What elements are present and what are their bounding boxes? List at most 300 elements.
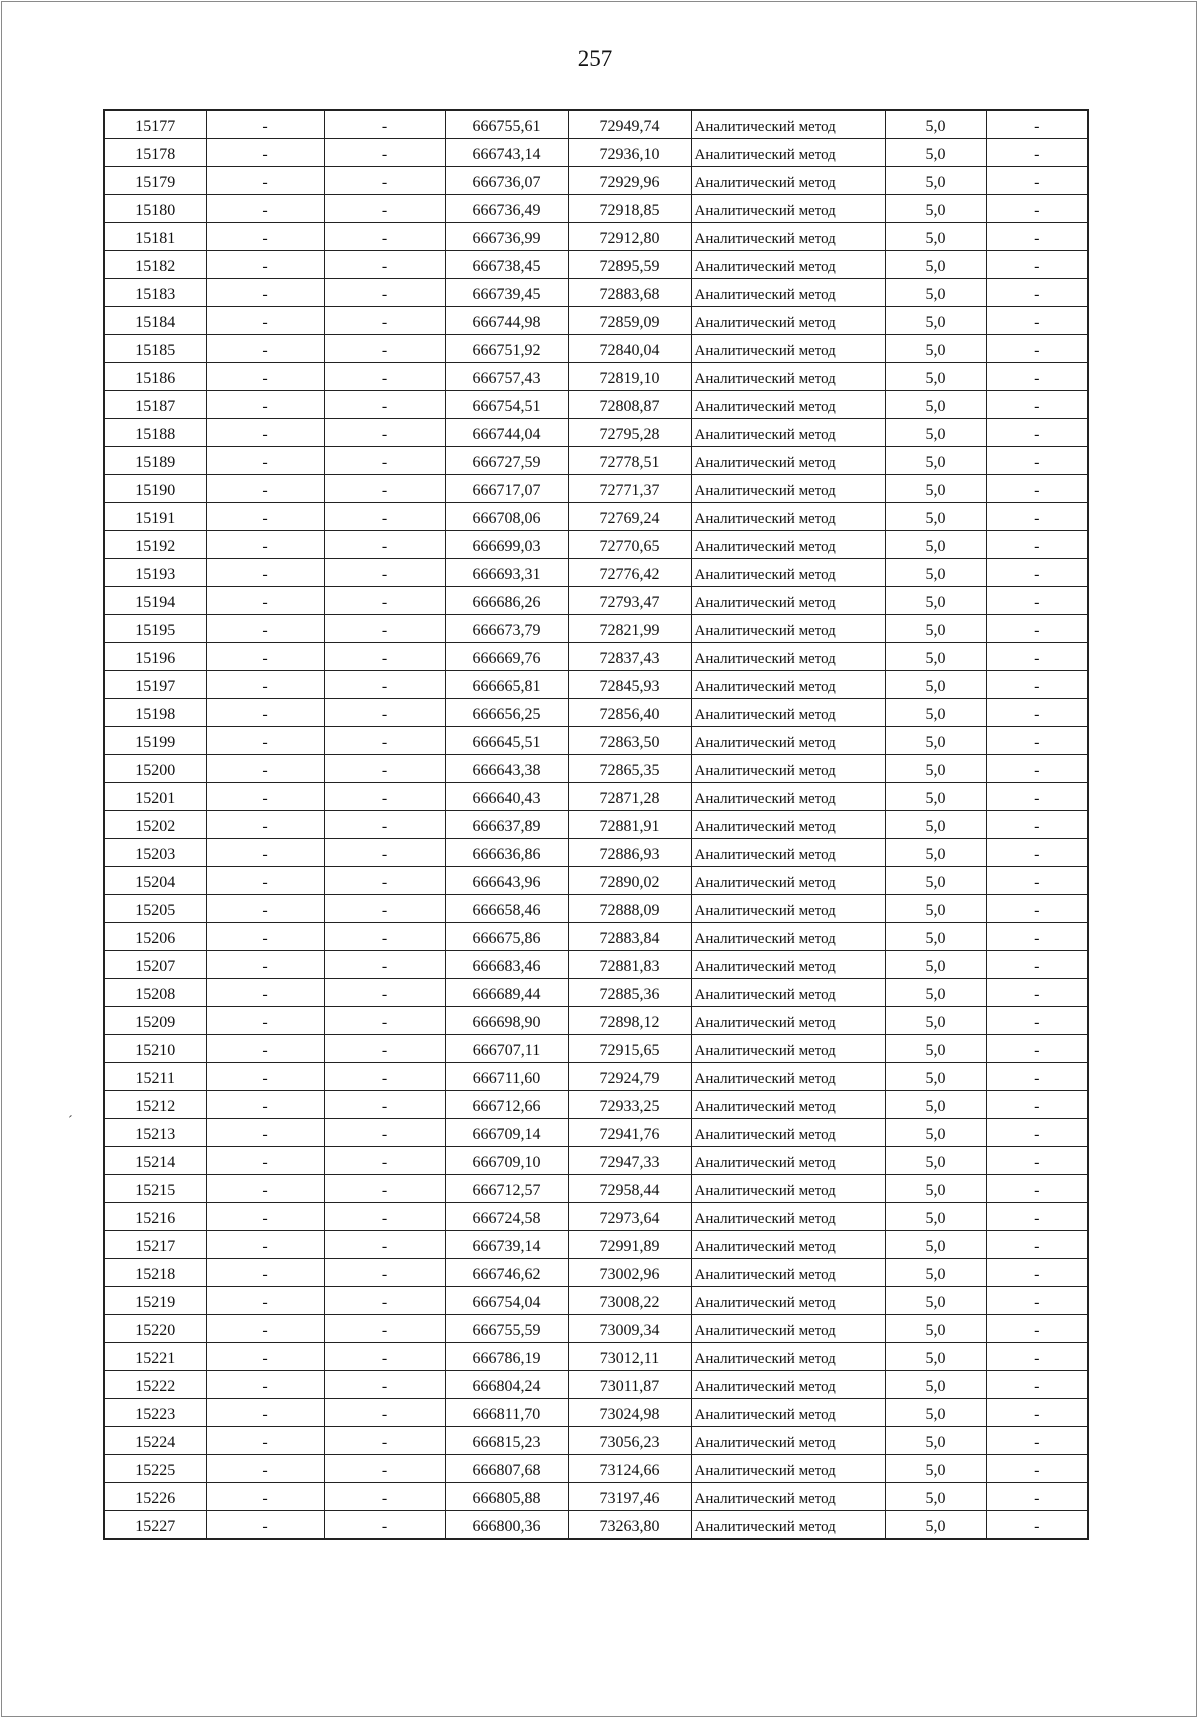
table-row bbox=[104, 671, 1088, 699]
blank-cell: - bbox=[986, 110, 1088, 139]
table-row bbox=[104, 979, 1088, 1007]
x-coordinate-cell: 666736,07 bbox=[445, 167, 568, 195]
accuracy-cell: 5,0 bbox=[885, 979, 986, 1007]
blank-cell: - bbox=[206, 1119, 324, 1147]
accuracy-cell: 5,0 bbox=[885, 1203, 986, 1231]
method-cell: Аналитический метод bbox=[691, 839, 885, 867]
table-row bbox=[104, 1371, 1088, 1399]
accuracy-cell: 5,0 bbox=[885, 699, 986, 727]
y-coordinate-cell: 72885,36 bbox=[568, 979, 691, 1007]
accuracy-cell: 5,0 bbox=[885, 1427, 986, 1455]
point-number-cell: 15182 bbox=[104, 251, 206, 279]
y-coordinate-cell: 72898,12 bbox=[568, 1007, 691, 1035]
method-cell: Аналитический метод bbox=[691, 699, 885, 727]
y-coordinate-cell: 72883,84 bbox=[568, 923, 691, 951]
x-coordinate-cell: 666689,44 bbox=[445, 979, 568, 1007]
point-number-cell: 15179 bbox=[104, 167, 206, 195]
blank-cell: - bbox=[206, 699, 324, 727]
accuracy-cell: 5,0 bbox=[885, 251, 986, 279]
blank-cell: - bbox=[324, 1427, 445, 1455]
method-cell: Аналитический метод bbox=[691, 419, 885, 447]
method-cell: Аналитический метод bbox=[691, 671, 885, 699]
x-coordinate-cell: 666811,70 bbox=[445, 1399, 568, 1427]
point-number-cell: 15197 bbox=[104, 671, 206, 699]
x-coordinate-cell: 666712,57 bbox=[445, 1175, 568, 1203]
blank-cell: - bbox=[986, 867, 1088, 895]
blank-cell: - bbox=[986, 979, 1088, 1007]
table-row bbox=[104, 1035, 1088, 1063]
blank-cell: - bbox=[324, 895, 445, 923]
blank-cell: - bbox=[324, 951, 445, 979]
x-coordinate-cell: 666656,25 bbox=[445, 699, 568, 727]
table-row bbox=[104, 419, 1088, 447]
method-cell: Аналитический метод bbox=[691, 979, 885, 1007]
blank-cell: - bbox=[986, 615, 1088, 643]
table-row bbox=[104, 587, 1088, 615]
method-cell: Аналитический метод bbox=[691, 1511, 885, 1540]
table-row bbox=[104, 1427, 1088, 1455]
blank-cell: - bbox=[986, 1483, 1088, 1511]
blank-cell: - bbox=[986, 783, 1088, 811]
blank-cell: - bbox=[206, 1455, 324, 1483]
blank-cell: - bbox=[324, 1147, 445, 1175]
table-row bbox=[104, 1007, 1088, 1035]
blank-cell: - bbox=[206, 755, 324, 783]
blank-cell: - bbox=[206, 335, 324, 363]
blank-cell: - bbox=[206, 1371, 324, 1399]
table-row bbox=[104, 1399, 1088, 1427]
blank-cell: - bbox=[324, 503, 445, 531]
point-number-cell: 15227 bbox=[104, 1511, 206, 1540]
blank-cell: - bbox=[324, 391, 445, 419]
blank-cell: - bbox=[324, 475, 445, 503]
table-row bbox=[104, 447, 1088, 475]
blank-cell: - bbox=[206, 419, 324, 447]
blank-cell: - bbox=[206, 1343, 324, 1371]
blank-cell: - bbox=[986, 531, 1088, 559]
y-coordinate-cell: 72973,64 bbox=[568, 1203, 691, 1231]
blank-cell: - bbox=[986, 1343, 1088, 1371]
point-number-cell: 15214 bbox=[104, 1147, 206, 1175]
y-coordinate-cell: 73009,34 bbox=[568, 1315, 691, 1343]
table-row bbox=[104, 1259, 1088, 1287]
table-row bbox=[104, 1287, 1088, 1315]
blank-cell: - bbox=[206, 1007, 324, 1035]
point-number-cell: 15180 bbox=[104, 195, 206, 223]
method-cell: Аналитический метод bbox=[691, 447, 885, 475]
blank-cell: - bbox=[986, 727, 1088, 755]
accuracy-cell: 5,0 bbox=[885, 923, 986, 951]
y-coordinate-cell: 72895,59 bbox=[568, 251, 691, 279]
y-coordinate-cell: 72881,83 bbox=[568, 951, 691, 979]
blank-cell: - bbox=[206, 559, 324, 587]
point-number-cell: 15213 bbox=[104, 1119, 206, 1147]
table-row bbox=[104, 223, 1088, 251]
point-number-cell: 15219 bbox=[104, 1287, 206, 1315]
y-coordinate-cell: 72769,24 bbox=[568, 503, 691, 531]
table-row bbox=[104, 335, 1088, 363]
y-coordinate-cell: 72958,44 bbox=[568, 1175, 691, 1203]
accuracy-cell: 5,0 bbox=[885, 1063, 986, 1091]
blank-cell: - bbox=[324, 419, 445, 447]
table-row bbox=[104, 727, 1088, 755]
blank-cell: - bbox=[986, 251, 1088, 279]
method-cell: Аналитический метод bbox=[691, 223, 885, 251]
x-coordinate-cell: 666709,14 bbox=[445, 1119, 568, 1147]
blank-cell: - bbox=[206, 110, 324, 139]
blank-cell: - bbox=[986, 307, 1088, 335]
blank-cell: - bbox=[986, 699, 1088, 727]
accuracy-cell: 5,0 bbox=[885, 1343, 986, 1371]
blank-cell: - bbox=[324, 1119, 445, 1147]
blank-cell: - bbox=[206, 587, 324, 615]
blank-cell: - bbox=[986, 1399, 1088, 1427]
point-number-cell: 15215 bbox=[104, 1175, 206, 1203]
blank-cell: - bbox=[324, 559, 445, 587]
blank-cell: - bbox=[324, 727, 445, 755]
table-row bbox=[104, 167, 1088, 195]
y-coordinate-cell: 72881,91 bbox=[568, 811, 691, 839]
point-number-cell: 15177 bbox=[104, 110, 206, 139]
method-cell: Аналитический метод bbox=[691, 503, 885, 531]
x-coordinate-cell: 666640,43 bbox=[445, 783, 568, 811]
method-cell: Аналитический метод bbox=[691, 1483, 885, 1511]
blank-cell: - bbox=[206, 1427, 324, 1455]
y-coordinate-cell: 73011,87 bbox=[568, 1371, 691, 1399]
x-coordinate-cell: 666698,90 bbox=[445, 1007, 568, 1035]
accuracy-cell: 5,0 bbox=[885, 531, 986, 559]
blank-cell: - bbox=[206, 727, 324, 755]
blank-cell: - bbox=[324, 1343, 445, 1371]
accuracy-cell: 5,0 bbox=[885, 391, 986, 419]
y-coordinate-cell: 72890,02 bbox=[568, 867, 691, 895]
blank-cell: - bbox=[986, 475, 1088, 503]
y-coordinate-cell: 72776,42 bbox=[568, 559, 691, 587]
point-number-cell: 15201 bbox=[104, 783, 206, 811]
method-cell: Аналитический метод bbox=[691, 139, 885, 167]
table-row bbox=[104, 307, 1088, 335]
x-coordinate-cell: 666699,03 bbox=[445, 531, 568, 559]
point-number-cell: 15210 bbox=[104, 1035, 206, 1063]
blank-cell: - bbox=[986, 139, 1088, 167]
blank-cell: - bbox=[986, 1287, 1088, 1315]
accuracy-cell: 5,0 bbox=[885, 503, 986, 531]
y-coordinate-cell: 72778,51 bbox=[568, 447, 691, 475]
method-cell: Аналитический метод bbox=[691, 307, 885, 335]
blank-cell: - bbox=[986, 1371, 1088, 1399]
blank-cell: - bbox=[986, 1511, 1088, 1540]
blank-cell: - bbox=[324, 447, 445, 475]
accuracy-cell: 5,0 bbox=[885, 447, 986, 475]
point-number-cell: 15217 bbox=[104, 1231, 206, 1259]
x-coordinate-cell: 666669,76 bbox=[445, 643, 568, 671]
method-cell: Аналитический метод bbox=[691, 475, 885, 503]
blank-cell: - bbox=[986, 419, 1088, 447]
point-number-cell: 15200 bbox=[104, 755, 206, 783]
blank-cell: - bbox=[986, 643, 1088, 671]
blank-cell: - bbox=[206, 167, 324, 195]
accuracy-cell: 5,0 bbox=[885, 1091, 986, 1119]
table-row bbox=[104, 1203, 1088, 1231]
y-coordinate-cell: 72918,85 bbox=[568, 195, 691, 223]
method-cell: Аналитический метод bbox=[691, 951, 885, 979]
accuracy-cell: 5,0 bbox=[885, 671, 986, 699]
x-coordinate-cell: 666712,66 bbox=[445, 1091, 568, 1119]
blank-cell: - bbox=[986, 951, 1088, 979]
blank-cell: - bbox=[986, 1007, 1088, 1035]
y-coordinate-cell: 72856,40 bbox=[568, 699, 691, 727]
method-cell: Аналитический метод bbox=[691, 1399, 885, 1427]
point-number-cell: 15208 bbox=[104, 979, 206, 1007]
blank-cell: - bbox=[986, 1063, 1088, 1091]
point-number-cell: 15226 bbox=[104, 1483, 206, 1511]
method-cell: Аналитический метод bbox=[691, 1315, 885, 1343]
point-number-cell: 15185 bbox=[104, 335, 206, 363]
table-row bbox=[104, 811, 1088, 839]
blank-cell: - bbox=[206, 1091, 324, 1119]
table-row bbox=[104, 755, 1088, 783]
y-coordinate-cell: 72929,96 bbox=[568, 167, 691, 195]
accuracy-cell: 5,0 bbox=[885, 307, 986, 335]
x-coordinate-cell: 666675,86 bbox=[445, 923, 568, 951]
blank-cell: - bbox=[324, 1511, 445, 1540]
blank-cell: - bbox=[986, 1035, 1088, 1063]
blank-cell: - bbox=[324, 1287, 445, 1315]
method-cell: Аналитический метод bbox=[691, 1231, 885, 1259]
x-coordinate-cell: 666683,46 bbox=[445, 951, 568, 979]
blank-cell: - bbox=[324, 923, 445, 951]
table-row bbox=[104, 923, 1088, 951]
x-coordinate-cell: 666786,19 bbox=[445, 1343, 568, 1371]
table-row bbox=[104, 391, 1088, 419]
x-coordinate-cell: 666673,79 bbox=[445, 615, 568, 643]
accuracy-cell: 5,0 bbox=[885, 223, 986, 251]
x-coordinate-cell: 666665,81 bbox=[445, 671, 568, 699]
y-coordinate-cell: 73056,23 bbox=[568, 1427, 691, 1455]
blank-cell: - bbox=[986, 363, 1088, 391]
table-row bbox=[104, 503, 1088, 531]
blank-cell: - bbox=[206, 251, 324, 279]
method-cell: Аналитический метод bbox=[691, 1091, 885, 1119]
table-row bbox=[104, 699, 1088, 727]
blank-cell: - bbox=[206, 671, 324, 699]
method-cell: Аналитический метод bbox=[691, 643, 885, 671]
x-coordinate-cell: 666736,99 bbox=[445, 223, 568, 251]
x-coordinate-cell: 666743,14 bbox=[445, 139, 568, 167]
y-coordinate-cell: 72845,93 bbox=[568, 671, 691, 699]
x-coordinate-cell: 666800,36 bbox=[445, 1511, 568, 1540]
y-coordinate-cell: 72941,76 bbox=[568, 1119, 691, 1147]
x-coordinate-cell: 666711,60 bbox=[445, 1063, 568, 1091]
method-cell: Аналитический метод bbox=[691, 755, 885, 783]
blank-cell: - bbox=[324, 110, 445, 139]
blank-cell: - bbox=[324, 979, 445, 1007]
accuracy-cell: 5,0 bbox=[885, 1175, 986, 1203]
blank-cell: - bbox=[324, 587, 445, 615]
blank-cell: - bbox=[324, 167, 445, 195]
y-coordinate-cell: 72915,65 bbox=[568, 1035, 691, 1063]
blank-cell: - bbox=[324, 783, 445, 811]
blank-cell: - bbox=[324, 1063, 445, 1091]
x-coordinate-cell: 666757,43 bbox=[445, 363, 568, 391]
blank-cell: - bbox=[324, 671, 445, 699]
point-number-cell: 15209 bbox=[104, 1007, 206, 1035]
method-cell: Аналитический метод bbox=[691, 1119, 885, 1147]
blank-cell: - bbox=[324, 1259, 445, 1287]
blank-cell: - bbox=[206, 531, 324, 559]
y-coordinate-cell: 72936,10 bbox=[568, 139, 691, 167]
method-cell: Аналитический метод bbox=[691, 727, 885, 755]
table-row bbox=[104, 195, 1088, 223]
point-number-cell: 15222 bbox=[104, 1371, 206, 1399]
method-cell: Аналитический метод bbox=[691, 1343, 885, 1371]
blank-cell: - bbox=[986, 447, 1088, 475]
table-row bbox=[104, 139, 1088, 167]
x-coordinate-cell: 666637,89 bbox=[445, 811, 568, 839]
blank-cell: - bbox=[324, 1175, 445, 1203]
point-number-cell: 15211 bbox=[104, 1063, 206, 1091]
method-cell: Аналитический метод bbox=[691, 923, 885, 951]
blank-cell: - bbox=[324, 1091, 445, 1119]
point-number-cell: 15178 bbox=[104, 139, 206, 167]
blank-cell: - bbox=[206, 1063, 324, 1091]
blank-cell: - bbox=[986, 1427, 1088, 1455]
blank-cell: - bbox=[324, 867, 445, 895]
table-body bbox=[104, 110, 1088, 1539]
y-coordinate-cell: 72795,28 bbox=[568, 419, 691, 447]
point-number-cell: 15198 bbox=[104, 699, 206, 727]
point-number-cell: 15220 bbox=[104, 1315, 206, 1343]
x-coordinate-cell: 666686,26 bbox=[445, 587, 568, 615]
x-coordinate-cell: 666755,61 bbox=[445, 110, 568, 139]
accuracy-cell: 5,0 bbox=[885, 1119, 986, 1147]
y-coordinate-cell: 72771,37 bbox=[568, 475, 691, 503]
blank-cell: - bbox=[986, 279, 1088, 307]
point-number-cell: 15218 bbox=[104, 1259, 206, 1287]
y-coordinate-cell: 72871,28 bbox=[568, 783, 691, 811]
accuracy-cell: 5,0 bbox=[885, 839, 986, 867]
y-coordinate-cell: 73197,46 bbox=[568, 1483, 691, 1511]
blank-cell: - bbox=[206, 475, 324, 503]
y-coordinate-cell: 72888,09 bbox=[568, 895, 691, 923]
blank-cell: - bbox=[206, 1203, 324, 1231]
table-row bbox=[104, 1231, 1088, 1259]
accuracy-cell: 5,0 bbox=[885, 1315, 986, 1343]
accuracy-cell: 5,0 bbox=[885, 363, 986, 391]
blank-cell: - bbox=[206, 923, 324, 951]
stray-mark: ´ bbox=[68, 1114, 73, 1129]
x-coordinate-cell: 666744,04 bbox=[445, 419, 568, 447]
accuracy-cell: 5,0 bbox=[885, 419, 986, 447]
blank-cell: - bbox=[986, 391, 1088, 419]
accuracy-cell: 5,0 bbox=[885, 1455, 986, 1483]
x-coordinate-cell: 666751,92 bbox=[445, 335, 568, 363]
page-number: 257 bbox=[577, 46, 613, 71]
point-number-cell: 15203 bbox=[104, 839, 206, 867]
blank-cell: - bbox=[986, 559, 1088, 587]
y-coordinate-cell: 73012,11 bbox=[568, 1343, 691, 1371]
y-coordinate-cell: 72947,33 bbox=[568, 1147, 691, 1175]
accuracy-cell: 5,0 bbox=[885, 867, 986, 895]
blank-cell: - bbox=[206, 1399, 324, 1427]
method-cell: Аналитический метод bbox=[691, 110, 885, 139]
table-row bbox=[104, 1063, 1088, 1091]
blank-cell: - bbox=[206, 279, 324, 307]
x-coordinate-cell: 666807,68 bbox=[445, 1455, 568, 1483]
accuracy-cell: 5,0 bbox=[885, 335, 986, 363]
blank-cell: - bbox=[206, 867, 324, 895]
blank-cell: - bbox=[324, 839, 445, 867]
blank-cell: - bbox=[206, 1147, 324, 1175]
x-coordinate-cell: 666739,14 bbox=[445, 1231, 568, 1259]
point-number-cell: 15212 bbox=[104, 1091, 206, 1119]
y-coordinate-cell: 72819,10 bbox=[568, 363, 691, 391]
table-row bbox=[104, 251, 1088, 279]
point-number-cell: 15207 bbox=[104, 951, 206, 979]
method-cell: Аналитический метод bbox=[691, 1203, 885, 1231]
accuracy-cell: 5,0 bbox=[885, 1371, 986, 1399]
point-number-cell: 15225 bbox=[104, 1455, 206, 1483]
x-coordinate-cell: 666738,45 bbox=[445, 251, 568, 279]
method-cell: Аналитический метод bbox=[691, 335, 885, 363]
blank-cell: - bbox=[324, 195, 445, 223]
point-number-cell: 15189 bbox=[104, 447, 206, 475]
table-row bbox=[104, 1455, 1088, 1483]
blank-cell: - bbox=[206, 615, 324, 643]
x-coordinate-cell: 666739,45 bbox=[445, 279, 568, 307]
method-cell: Аналитический метод bbox=[691, 1063, 885, 1091]
blank-cell: - bbox=[206, 1315, 324, 1343]
accuracy-cell: 5,0 bbox=[885, 1511, 986, 1540]
blank-cell: - bbox=[206, 1175, 324, 1203]
x-coordinate-cell: 666754,04 bbox=[445, 1287, 568, 1315]
blank-cell: - bbox=[324, 755, 445, 783]
point-number-cell: 15190 bbox=[104, 475, 206, 503]
y-coordinate-cell: 73263,80 bbox=[568, 1511, 691, 1540]
blank-cell: - bbox=[324, 223, 445, 251]
accuracy-cell: 5,0 bbox=[885, 587, 986, 615]
blank-cell: - bbox=[206, 139, 324, 167]
table-row bbox=[104, 1511, 1088, 1540]
method-cell: Аналитический метод bbox=[691, 167, 885, 195]
x-coordinate-cell: 666636,86 bbox=[445, 839, 568, 867]
y-coordinate-cell: 72770,65 bbox=[568, 531, 691, 559]
y-coordinate-cell: 72821,99 bbox=[568, 615, 691, 643]
y-coordinate-cell: 72793,47 bbox=[568, 587, 691, 615]
method-cell: Аналитический метод bbox=[691, 867, 885, 895]
x-coordinate-cell: 666736,49 bbox=[445, 195, 568, 223]
blank-cell: - bbox=[986, 895, 1088, 923]
y-coordinate-cell: 72863,50 bbox=[568, 727, 691, 755]
y-coordinate-cell: 72808,87 bbox=[568, 391, 691, 419]
blank-cell: - bbox=[206, 1259, 324, 1287]
table-row bbox=[104, 895, 1088, 923]
accuracy-cell: 5,0 bbox=[885, 615, 986, 643]
blank-cell: - bbox=[986, 1455, 1088, 1483]
y-coordinate-cell: 72840,04 bbox=[568, 335, 691, 363]
y-coordinate-cell: 72933,25 bbox=[568, 1091, 691, 1119]
blank-cell: - bbox=[324, 279, 445, 307]
accuracy-cell: 5,0 bbox=[885, 1035, 986, 1063]
y-coordinate-cell: 72837,43 bbox=[568, 643, 691, 671]
blank-cell: - bbox=[986, 923, 1088, 951]
table-row bbox=[104, 1483, 1088, 1511]
blank-cell: - bbox=[324, 643, 445, 671]
blank-cell: - bbox=[324, 1483, 445, 1511]
y-coordinate-cell: 72859,09 bbox=[568, 307, 691, 335]
accuracy-cell: 5,0 bbox=[885, 1259, 986, 1287]
method-cell: Аналитический метод bbox=[691, 531, 885, 559]
